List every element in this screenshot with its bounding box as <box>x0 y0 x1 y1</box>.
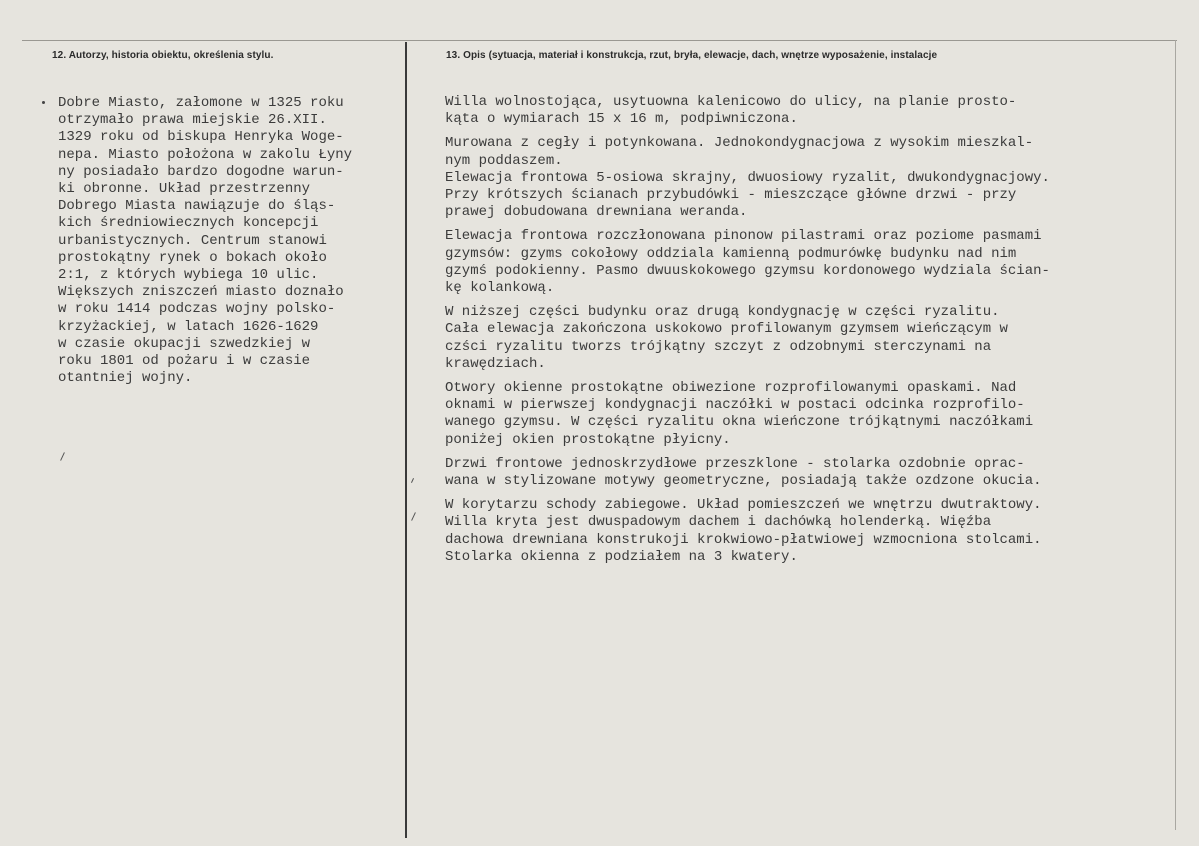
text-line: Willa wolnostojąca, usytuowna kalenicowo do ulicy, na planie prosto- <box>445 94 1017 110</box>
text-line: wana w stylizowane motywy geometryczne, posiadają także ozdzone okucia. <box>445 473 1042 490</box>
text-line: 2:1, z których wybiega 10 ulic. <box>58 267 319 284</box>
description-paragraph <box>445 94 1050 128</box>
description-paragraph <box>445 228 1050 297</box>
text-line: dachowa drewniana konstrukoji krokwiowo-płatwiowej wzmocniona stolcami. <box>445 531 1042 548</box>
text-line: w roku 1414 podczas wojny polsko- <box>58 301 336 318</box>
right-rule <box>1175 40 1176 830</box>
text-line: Dobrego Miasta nawiązuje do śląs- <box>58 198 336 215</box>
text-line: otantniej wojny. <box>58 370 193 387</box>
text-line: ny posiadało bardzo dogodne warun- <box>58 163 344 180</box>
margin-mark <box>42 101 45 104</box>
text-line: oknami w pierwszej kondygnacji naczółki w postaci odcinka rozprofilo- <box>445 397 1025 414</box>
text-line: Większych zniszczeń miasto doznało <box>58 284 344 301</box>
text-line: Drzwi frontowe jednoskrzydłowe przeszklone - stolarka ozdobnie oprac- <box>445 455 1025 472</box>
text-line: W niższej części budynku oraz drugą kondygnację w części ryzalitu. <box>445 304 1000 321</box>
paragraph-gap <box>445 221 1050 228</box>
top-rule <box>22 40 1177 41</box>
description-paragraph <box>445 135 1050 221</box>
text-line: urbanistycznych. Centrum stanowi <box>58 232 327 249</box>
text-line: Murowana z cegły i potynkowana. Jednokondygnacjowa z wysokim mieszkal- <box>445 135 1034 152</box>
text-line: w czasie okupacji szwedzkiej w <box>58 335 311 352</box>
text-line: nym poddaszem. <box>445 152 563 169</box>
text-line: Elewacja frontowa rozczłonowana pinonow pilastrami oraz poziome pasmami <box>445 228 1042 245</box>
section-13-text <box>445 94 1050 566</box>
text-line: roku 1801 od pożaru i w czasie <box>58 353 311 370</box>
text-line: Stolarka okienna z podziałem na 3 kwatery. <box>445 548 798 565</box>
paragraph-gap <box>445 128 1050 135</box>
section-12-text <box>58 95 352 387</box>
text-line: Przy krótszych ścianach przybudówki - mieszczące główne drzwi - przy <box>445 187 1017 204</box>
description-paragraph <box>445 304 1050 373</box>
text-line: nepa. Miasto położona w zakolu Łyny <box>58 146 353 163</box>
description-paragraph <box>445 497 1050 566</box>
text-line: Cała elewacja zakończona uskokowo profilowanym gzymsem wieńczącym w <box>445 321 1008 338</box>
text-line: krawędziach. <box>445 355 546 372</box>
text-line: krzyżackiej, w latach 1626-1629 <box>58 318 319 335</box>
text-line: Dobre Miasto, załomone w 1325 roku <box>58 95 344 111</box>
text-line: poniżej okien prostokątne płyicny. <box>445 431 731 448</box>
paragraph-gap <box>445 297 1050 304</box>
section-12-header: 12. Autorzy, historia obiektu, określenia stylu. <box>52 50 274 61</box>
text-line: 1329 roku od biskupa Henryka Woge- <box>58 129 344 146</box>
pen-tick-mark <box>411 512 416 521</box>
paragraph-gap <box>445 449 1050 456</box>
text-line: gzymsów: gzyms cokołowy oddziala kamienną podmurówkę budynku nad nim <box>445 245 1017 262</box>
text-line: kąta o wymiarach 15 x 16 m, podpiwniczona. <box>445 111 798 128</box>
text-line: kę kolankową. <box>445 280 555 297</box>
text-line: ki obronne. Układ przestrzenny <box>58 181 311 198</box>
description-paragraph <box>445 456 1050 490</box>
section-13-header: 13. Opis (sytuacja, materiał i konstrukcja, rzut, bryła, elewacje, dach, wnętrze wyposażenie, instalacje <box>446 50 938 61</box>
paragraph-gap <box>445 490 1050 497</box>
text-line: Otwory okienne prostokątne obiwezione rozprofilowanymi opaskami. Nad <box>445 380 1017 397</box>
paragraph-gap <box>445 373 1050 380</box>
text-line: W korytarzu schody zabiegowe. Układ pomieszczeń we wnętrzu dwutraktowy. <box>445 497 1042 514</box>
column-divider <box>405 42 407 838</box>
text-line: kich średniowiecznych koncepcji <box>58 215 319 232</box>
text-line: prostokątny rynek o bokach około <box>58 249 327 266</box>
text-line: Elewacja frontowa 5-osiowa skrajny, dwuosiowy ryzalit, dwukondygnacjowy. <box>445 169 1050 186</box>
pen-tick-mark <box>411 478 414 483</box>
description-paragraph <box>445 380 1050 449</box>
pen-tick-mark <box>60 452 65 461</box>
text-line: prawej dobudowana drewniana weranda. <box>445 204 748 221</box>
text-line: wanego gzymsu. W części ryzalitu okna wieńczone trójkątnymi naczółkami <box>445 414 1034 431</box>
text-line: Willa kryta jest dwuspadowym dachem i dachówką holenderką. Więźba <box>445 514 992 531</box>
text-line: gzymś podokienny. Pasmo dwuuskokowego gzymsu kordonowego wydziala ścian- <box>445 262 1050 279</box>
text-line: otrzymało prawa miejskie 26.XII. <box>58 112 327 129</box>
text-line: czści ryzalitu tworzs trójkątny szczyt z odzobnymi sterczynami na <box>445 338 992 355</box>
